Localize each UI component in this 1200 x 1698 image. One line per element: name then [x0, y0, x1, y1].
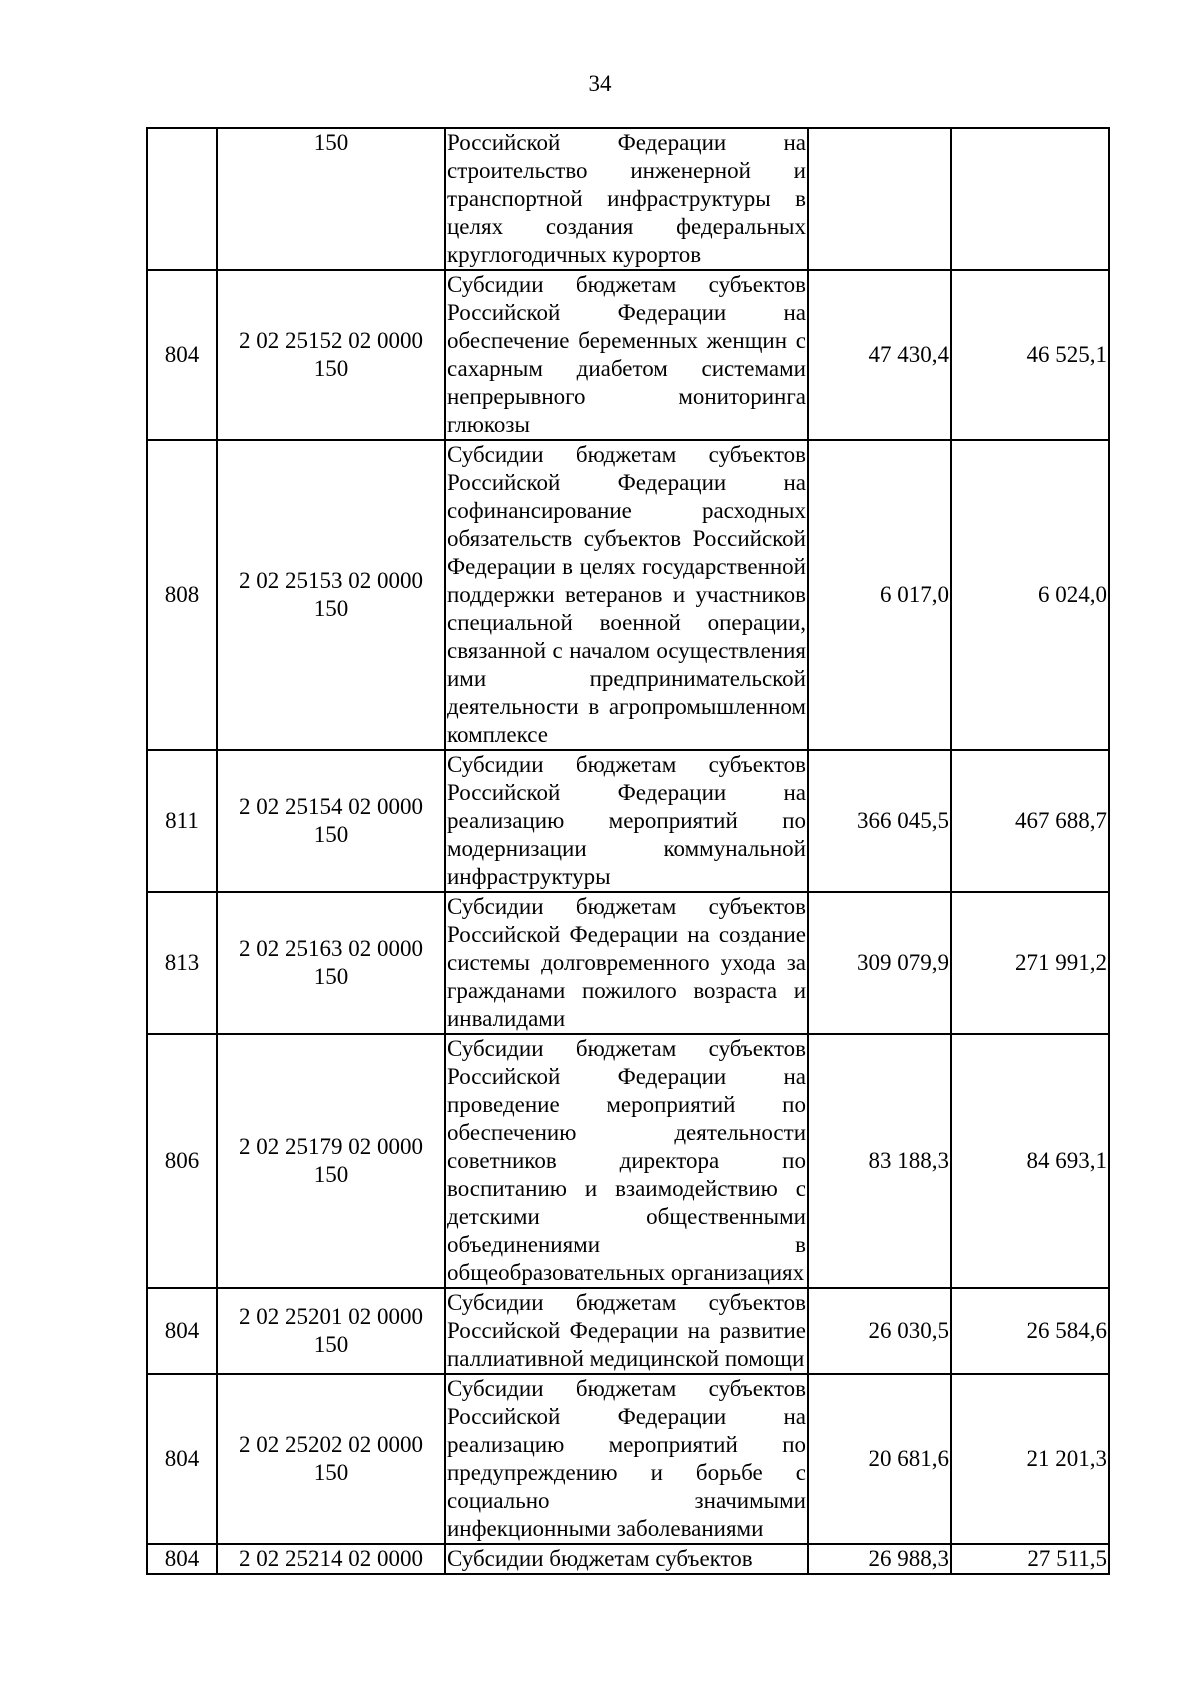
- description-cell: Субсидии бюджетам субъектов Российской Федерации на создание системы долговременного ухода за гражданами пожилого возраста и инвалидами: [445, 892, 808, 1034]
- table-row: [147, 1034, 1109, 1288]
- description-cell: Субсидии бюджетам субъектов Российской Федерации на проведение мероприятий по обеспечению деятельности советников директора по воспитанию и взаимодействию с детскими общественными объединениями в общеобразовательных организациях: [445, 1034, 808, 1288]
- budget-code-cell: 2 02 25154 02 0000 150: [217, 750, 445, 892]
- admin-code-cell: 804: [147, 270, 217, 440]
- budget-code-cell: 2 02 25153 02 0000 150: [217, 440, 445, 750]
- table-row: [147, 750, 1109, 892]
- value-2-cell: 467 688,7: [951, 750, 1109, 892]
- value-1-cell: 6 017,0: [808, 440, 951, 750]
- value-2-cell: 6 024,0: [951, 440, 1109, 750]
- value-1-cell: [808, 128, 951, 270]
- description-cell: Субсидии бюджетам субъектов Российской Федерации на обеспечение беременных женщин с сахарным диабетом системами непрерывного мониторинга глюкозы: [445, 270, 808, 440]
- description-cell: Субсидии бюджетам субъектов Российской Федерации на реализацию мероприятий по предупреждению и борьбе с социально значимыми инфекционными заболеваниями: [445, 1374, 808, 1544]
- budget-code-cell: 150: [217, 128, 445, 270]
- admin-code-cell: 804: [147, 1544, 217, 1574]
- value-2-cell: 46 525,1: [951, 270, 1109, 440]
- budget-code-cell: 2 02 25201 02 0000 150: [217, 1288, 445, 1374]
- table-row: [147, 270, 1109, 440]
- admin-code-cell: 811: [147, 750, 217, 892]
- budget-code-cell: 2 02 25179 02 0000 150: [217, 1034, 445, 1288]
- table-row: [147, 440, 1109, 750]
- budget-code-cell: 2 02 25214 02 0000: [217, 1544, 445, 1574]
- description-cell: Российской Федерации на строительство инженерной и транспортной инфраструктуры в целях создания федеральных круглогодичных курортов: [445, 128, 808, 270]
- value-1-cell: 47 430,4: [808, 270, 951, 440]
- admin-code-cell: 813: [147, 892, 217, 1034]
- value-1-cell: 20 681,6: [808, 1374, 951, 1544]
- value-1-cell: 26 988,3: [808, 1544, 951, 1574]
- budget-code-cell: 2 02 25202 02 0000 150: [217, 1374, 445, 1544]
- value-1-cell: 83 188,3: [808, 1034, 951, 1288]
- value-2-cell: 27 511,5: [951, 1544, 1109, 1574]
- table-row: [147, 1374, 1109, 1544]
- budget-code-cell: 2 02 25152 02 0000 150: [217, 270, 445, 440]
- admin-code-cell: [147, 128, 217, 270]
- admin-code-cell: 806: [147, 1034, 217, 1288]
- description-cell: Субсидии бюджетам субъектов Российской Федерации на развитие паллиативной медицинской помощи: [445, 1288, 808, 1374]
- value-1-cell: 366 045,5: [808, 750, 951, 892]
- value-2-cell: 271 991,2: [951, 892, 1109, 1034]
- table-row: [147, 128, 1109, 270]
- description-cell: Субсидии бюджетам субъектов: [445, 1544, 808, 1574]
- value-2-cell: 21 201,3: [951, 1374, 1109, 1544]
- table-row: [147, 1544, 1109, 1574]
- value-2-cell: [951, 128, 1109, 270]
- budget-code-cell: 2 02 25163 02 0000 150: [217, 892, 445, 1034]
- table-row: [147, 892, 1109, 1034]
- admin-code-cell: 804: [147, 1374, 217, 1544]
- admin-code-cell: 808: [147, 440, 217, 750]
- description-cell: Субсидии бюджетам субъектов Российской Федерации на реализацию мероприятий по модернизации коммунальной инфраструктуры: [445, 750, 808, 892]
- admin-code-cell: 804: [147, 1288, 217, 1374]
- page-number: 34: [588, 71, 612, 96]
- value-2-cell: 84 693,1: [951, 1034, 1109, 1288]
- description-cell: Субсидии бюджетам субъектов Российской Федерации на софинансирование расходных обязательств субъектов Российской Федерации в целях государственной поддержки ветеранов и участников специальной военной операции, связанной с началом осуществления ими предпринимательской деятельности в агропромышленном комплексе: [445, 440, 808, 750]
- budget-revenue-table: [146, 127, 1110, 1575]
- value-1-cell: 309 079,9: [808, 892, 951, 1034]
- table-row: [147, 1288, 1109, 1374]
- value-2-cell: 26 584,6: [951, 1288, 1109, 1374]
- value-1-cell: 26 030,5: [808, 1288, 951, 1374]
